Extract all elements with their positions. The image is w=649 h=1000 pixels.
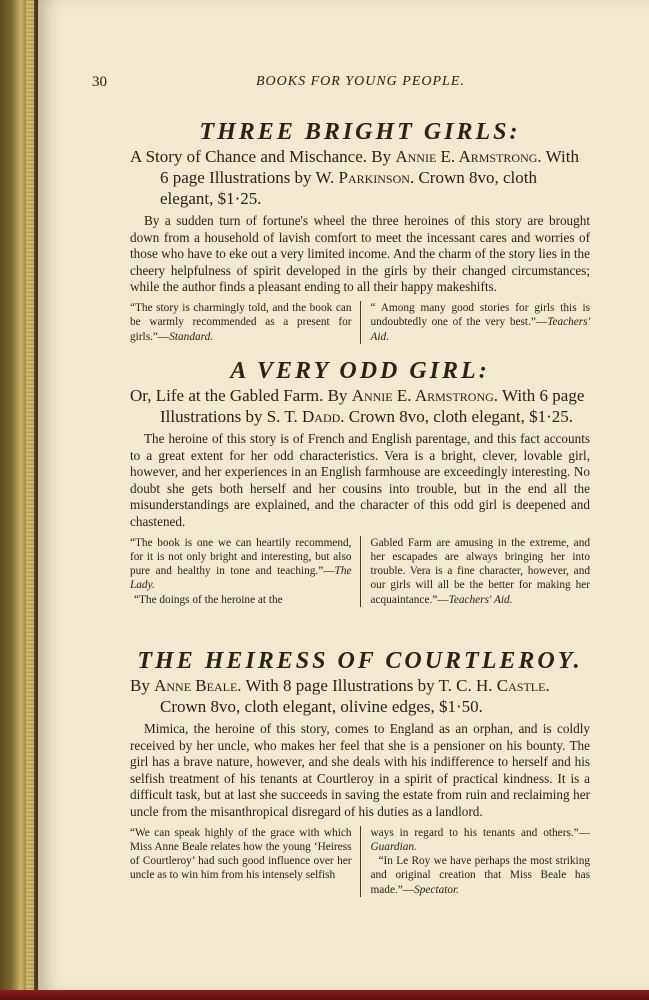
- review-left: [130, 301, 360, 344]
- subtitle-text: With 6 page Illustrations by S. T.: [160, 386, 585, 426]
- book-title: THREE BRIGHT GIRLS:: [199, 119, 521, 145]
- book-subtitle: [130, 385, 590, 427]
- review-text: Gabled Farm are amusing in the extreme, and her escapades are always bringing her into trouble. Vera is a fine character, however, and our girls will all be the better for making her acquaintance.”—: [370, 536, 590, 606]
- illustrator-name: Castle.: [496, 676, 550, 695]
- subtitle-text: With 6 page Illustrations by W.: [160, 147, 579, 187]
- subtitle-price: Crown 8vo, cloth elegant, $1·25.: [160, 168, 537, 208]
- author-name: Annie E. Armstrong.: [395, 147, 542, 166]
- subtitle-text: With 8 page Illustrations by T. C. H.: [241, 676, 497, 695]
- subtitle-price: Crown 8vo, cloth elegant, $1·25.: [344, 407, 574, 426]
- review-text: “In Le Roy we have perhaps the most striking and original creation that Miss Beale has made.”—: [370, 855, 590, 896]
- book-subtitle: [130, 146, 590, 209]
- review-right: [360, 536, 591, 607]
- review-text: “The book is one we can heartily recommend, for it is not only bright and interesting, but also pure and healthy in tone and teaching.”—: [130, 536, 352, 578]
- review-source: Teachers' Aid.: [370, 316, 590, 343]
- review-text: “The doings of the heroine at the: [134, 593, 283, 606]
- gilt-page-edge: [26, 0, 34, 1000]
- book-description: By a sudden turn of fortune's wheel the three heroines of this story are brought down from a household of lavish comfort to meet the incessant cares and worries of those who have to eke out a very limited income. And the charm of the story lies in the cheery helpfulness of spirit developed in the girls by their changed circumstances; while the author finds a pleasant ending to all their happy makeshifts.: [130, 213, 590, 295]
- book-subtitle: [130, 675, 590, 717]
- review-right: [360, 301, 591, 344]
- subtitle-text: Or, Life at the Gabled Farm. By: [130, 386, 352, 405]
- review-text: ways in regard to his tenants and others.”—: [370, 826, 590, 839]
- review-left: [130, 536, 360, 607]
- book-description: The heroine of this story is of French and English parentage, and this fact accounts to a great extent for her odd characteristics. Vera is a bright, clever, lovable girl, however, and her experiences in an English farmhouse are exceedingly interesting. No doubt she gets both herself and her cousins into trouble, but in the end all the misunderstandings are explained, and the character of this odd girl is deepened and chastened.: [130, 431, 590, 529]
- review-text: “The story is charmingly told, and the book can be warmly recommended as a present for girls.”—: [130, 301, 352, 343]
- book-entry-a-very-odd-girl: [130, 357, 590, 607]
- book-entry-three-bright-girls: [130, 118, 590, 344]
- book-entry-heiress-of-courtleroy: [130, 647, 590, 897]
- subtitle-text: A Story of Chance and Mischance. By: [130, 147, 396, 166]
- review-source: Spectator.: [414, 883, 459, 896]
- book-description: Mimica, the heroine of this story, comes to England as an orphan, and is coldly received by her uncle, who makes her feel that she is a pensioner on his bounty. The girl has a brave nature, however, and she deals with his indifference to herself and his selfish treatment of his tenants at Courtleroy in a spirit of practical kindness. It is a difficult task, but at last she succeeds in saving the estate from ruin and reclaiming her uncle from the misanthropical disregard of his duties as a landlord.: [130, 721, 590, 819]
- page-header: [92, 74, 592, 94]
- review-quotes: [130, 301, 590, 344]
- illustrator-name: Dadd.: [302, 407, 345, 426]
- review-source: Teachers' Aid.: [448, 593, 513, 606]
- illustrator-name: Parkinson.: [338, 168, 415, 187]
- review-text: “ Among many good stories for girls this is undoubtedly one of the very best.”—: [370, 301, 590, 329]
- subtitle-price: Crown 8vo, cloth elegant, olivine edges, $1·50.: [160, 697, 483, 716]
- book-title: THE HEIRESS OF COURTLEROY.: [137, 648, 583, 674]
- running-head: BOOKS FOR YOUNG PEOPLE.: [256, 74, 465, 89]
- review-left: [130, 826, 360, 897]
- review-quotes: [130, 826, 590, 897]
- review-source: The Lady.: [130, 565, 352, 592]
- author-name: Anne Beale.: [154, 676, 242, 695]
- page-number: 30: [92, 74, 107, 90]
- review-quotes: [130, 536, 590, 607]
- subtitle-text: By: [130, 676, 155, 695]
- review-source: Standard.: [169, 330, 214, 343]
- book-title: A VERY ODD GIRL:: [230, 358, 490, 384]
- page-bottom-edge: [0, 990, 649, 1000]
- review-right: [360, 826, 591, 897]
- review-source: Guardian.: [370, 840, 417, 853]
- author-name: Annie E. Armstrong.: [351, 386, 499, 405]
- review-text: “We can speak highly of the grace with which Miss Anne Beale relates how the young ‘Heiress of Courtleroy’ had such good influence over her uncle as to win him from his intensely selfish: [130, 826, 352, 882]
